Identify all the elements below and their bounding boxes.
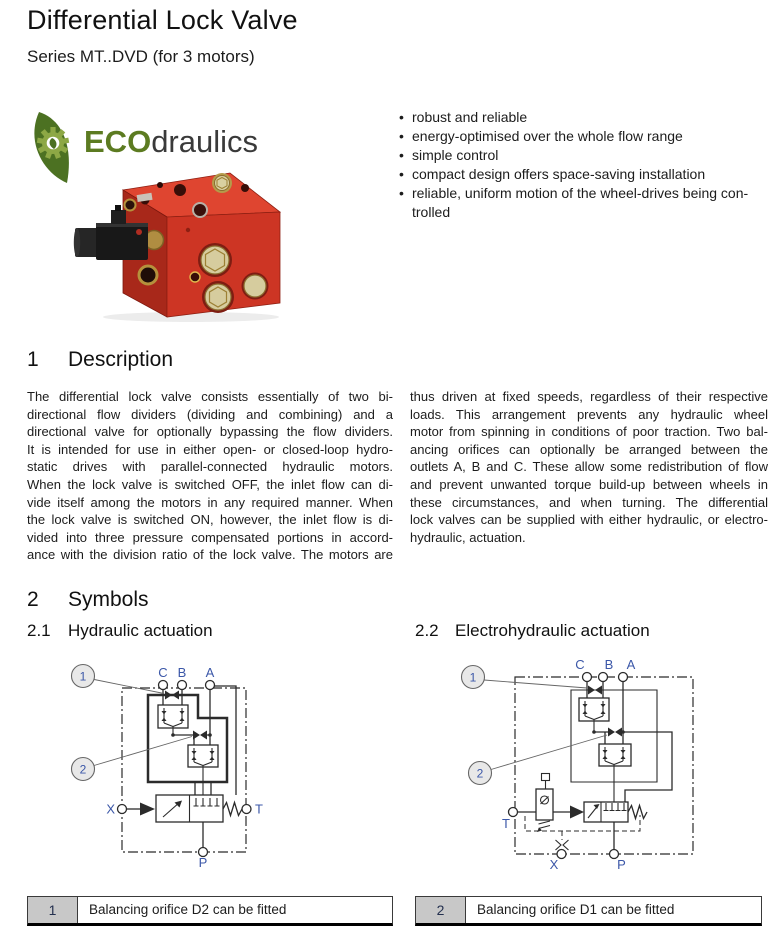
bullet-icon: • [399, 166, 404, 182]
brand-text-eco: ECO [84, 124, 152, 159]
section-number: 2 [27, 588, 39, 611]
port-a [206, 681, 215, 690]
pilot-arrow-icon [140, 803, 155, 816]
port-c [583, 673, 592, 682]
port-label-p: P [198, 855, 208, 870]
port-label-c: C [575, 657, 585, 672]
page-subtitle: Series MT..DVD (for 3 motors) [27, 47, 255, 66]
feature-item [399, 165, 771, 184]
port-t [242, 805, 251, 814]
spring-icon [223, 803, 242, 816]
bullet-icon: • [399, 185, 404, 201]
subsection-title: Electrohydraulic actuation [455, 621, 650, 640]
flow-divider-symbol [579, 698, 609, 732]
orifice-symbol-1 [165, 691, 179, 700]
callout-1-number: 1 [469, 670, 477, 685]
solenoid-pilot-valve-symbol [536, 774, 553, 833]
spring-icon [628, 806, 647, 819]
section-title: Description [68, 348, 174, 371]
feature-text: reliable, uniform motion of the wheel-drives being controlled [412, 185, 749, 220]
subsection-heading-electrohydraulic [0, 621, 774, 643]
callout-2-number: 2 [79, 762, 87, 777]
hydraulic-schematic [30, 655, 360, 885]
subsection-title: Hydraulic actuation [68, 621, 213, 640]
subsection-number: 2.2 [415, 621, 439, 640]
text-line: ancing orifices can optionally be arranged between the [410, 441, 768, 457]
port-label-t: T [502, 816, 510, 831]
text-line: When the lock valve is switched OFF, the inlet flow can di- [27, 476, 393, 492]
section-heading-symbols [0, 588, 774, 614]
electrohydraulic-schematic [418, 653, 763, 888]
bullet-icon: • [399, 147, 404, 163]
orifice-symbol-2 [608, 728, 622, 737]
page-title: Differential Lock Valve [27, 5, 298, 35]
flow-divider-symbol [158, 705, 188, 735]
port-b [599, 673, 608, 682]
port-label-b: B [177, 665, 187, 680]
port-label-b: B [604, 657, 614, 672]
footnote-number: 2 [416, 897, 466, 923]
text-line: and prevent unwanted torque build-up between wheels in [410, 476, 768, 492]
bullet-icon: • [399, 128, 404, 144]
footnote-text: Balancing orifice D2 can be fitted [89, 902, 287, 917]
pilot-arrow-icon [570, 806, 584, 819]
feature-list [399, 108, 771, 222]
directional-valve-symbol [156, 795, 223, 822]
leaf-gear-icon [22, 110, 80, 188]
port-b [178, 681, 187, 690]
footnote-2 [415, 896, 762, 926]
feature-item [399, 127, 771, 146]
description-column-right [410, 388, 768, 546]
port-c [159, 681, 168, 690]
footnote-1 [27, 896, 393, 926]
text-line: outlets A, B and C. These allow some redistribution of flow [410, 459, 768, 475]
port-x [557, 850, 566, 859]
description-column-left [27, 388, 393, 564]
port-a [619, 673, 628, 682]
brand-text [84, 126, 258, 157]
callout-1-number: 1 [79, 669, 87, 684]
feature-text: simple control [412, 147, 499, 163]
bullet-icon: • [399, 109, 404, 125]
text-line: directional valve for optionally bypassing the flow dividers. [27, 424, 393, 440]
port-label-c: C [158, 665, 168, 680]
text-line: hydraulic, actuation. [410, 529, 526, 545]
text-line: ance with the division ratio of the lock valve. The motors are [27, 547, 393, 563]
text-line: lock valves can be supplied with either hydraulic, or electro- [410, 512, 768, 528]
feature-text: robust and reliable [412, 109, 528, 125]
subsection-number: 2.1 [27, 621, 51, 640]
feature-item [399, 184, 771, 222]
text-line: the lock valve is switched ON, however, the inlet flow is di- [27, 512, 393, 528]
text-line: directional flow dividers (dividing and combining) and a [27, 406, 393, 422]
orifice-symbol-2 [193, 731, 207, 740]
text-line: loads. This arrangement prevents any hydraulic wheel [410, 406, 768, 422]
port-label-x: X [106, 801, 115, 817]
section-heading-description [0, 348, 774, 374]
feature-text: compact design offers space-saving installation [412, 166, 706, 182]
footnote-text: Balancing orifice D1 can be fitted [477, 902, 675, 917]
section-number: 1 [27, 348, 39, 371]
text-line: vided into three pressure compensated portions in accord- [27, 529, 393, 545]
feature-item [399, 108, 771, 127]
product-photo [73, 166, 295, 324]
port-label-a: A [626, 657, 636, 672]
text-line: static drives with parallel-connected hydraulic motors. [27, 459, 393, 475]
section-title: Symbols [68, 588, 149, 611]
orifice-symbol-1 [588, 686, 602, 695]
text-line: The differential lock valve consists essentially of two bi- [27, 389, 393, 404]
text-line: motor from spinning in conditions of poor traction. Two bal- [410, 424, 768, 440]
text-line: It is intended for use in either open- or closed-loop hydro- [27, 441, 393, 457]
flow-divider-symbol [599, 744, 631, 802]
feature-text: energy-optimised over the whole flow range [412, 128, 683, 144]
directional-valve-symbol [584, 802, 628, 822]
flow-divider-symbol [188, 745, 218, 795]
port-x [118, 805, 127, 814]
footnote-number: 1 [28, 897, 78, 923]
port-label-x: X [549, 857, 559, 872]
text-line: thus driven at fixed speeds, regardless of their respective [410, 389, 768, 404]
port-label-p: P [617, 857, 626, 872]
callout-2-number: 2 [476, 766, 484, 781]
text-line: these circumstances, and when turning. The differential [410, 494, 768, 510]
text-line: vide itself among the motors in any required manner. When [27, 494, 393, 510]
throttle-icon [556, 840, 569, 850]
port-label-a: A [205, 665, 215, 680]
port-label-t: T [255, 801, 263, 817]
feature-item [399, 146, 771, 165]
brand-text-draulics: draulics [151, 124, 259, 159]
